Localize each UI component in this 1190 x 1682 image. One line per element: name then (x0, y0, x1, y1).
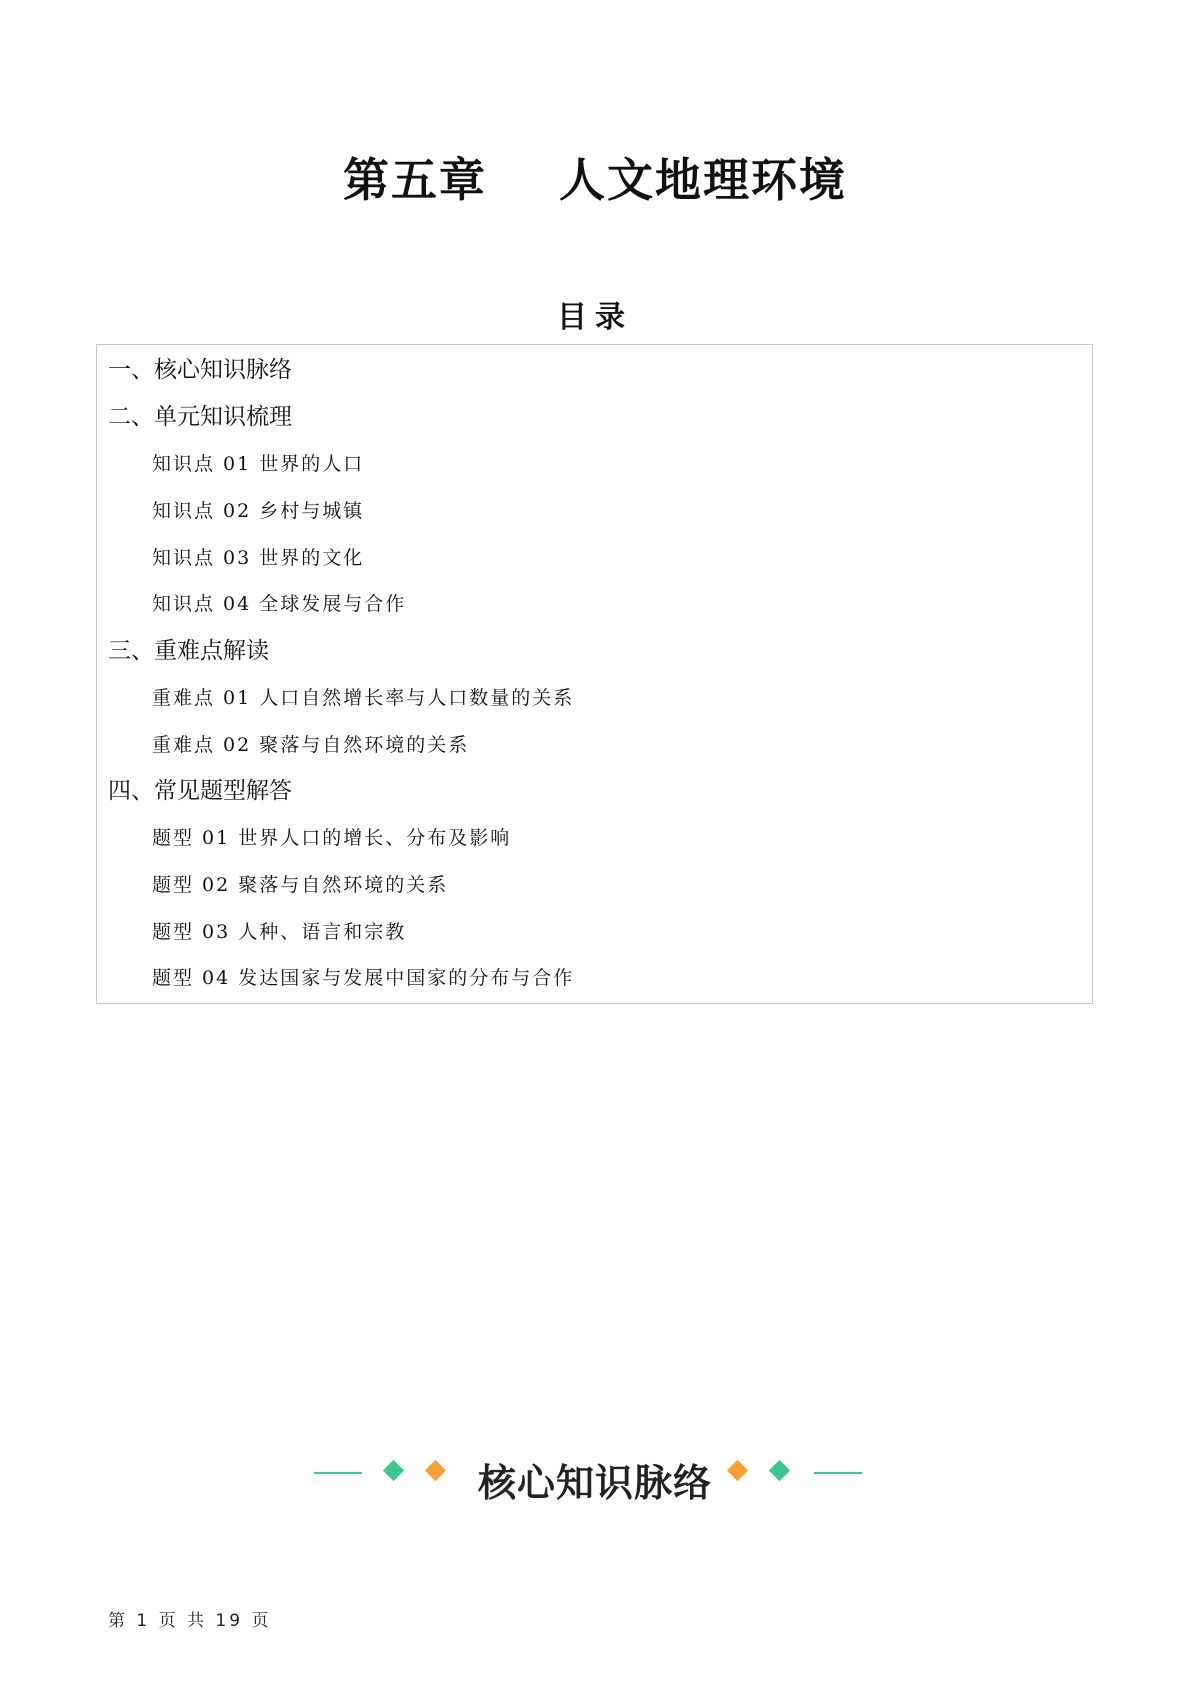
toc-item-question-type-04[interactable]: 题型 04 发达国家与发展中国家的分布与合作 (152, 967, 575, 989)
toc-item-core-knowledge[interactable]: 一、核心知识脉络 (108, 357, 292, 383)
toc-item-key-difficulties[interactable]: 三、重难点解读 (108, 638, 269, 664)
toc-item-question-type-03[interactable]: 题型 03 人种、语言和宗教 (152, 921, 407, 943)
section-banner-title: 核心知识脉络 (477, 1461, 712, 1505)
section-banner (0, 1448, 1190, 1505)
toc-item-common-questions[interactable]: 四、常见题型解答 (108, 778, 292, 804)
toc-item-difficulty-01[interactable]: 重难点 01 人口自然增长率与人口数量的关系 (152, 687, 575, 709)
toc-item-difficulty-02[interactable]: 重难点 02 聚落与自然环境的关系 (152, 734, 470, 756)
toc-heading: 目录 (557, 300, 633, 335)
toc-item-knowledge-point-01[interactable]: 知识点 01 世界的人口 (152, 453, 365, 475)
toc-item-question-type-02[interactable]: 题型 02 聚落与自然环境的关系 (152, 874, 449, 896)
toc-item-knowledge-point-03[interactable]: 知识点 03 世界的文化 (152, 547, 365, 569)
chapter-title: 第五章 人文地理环境 (342, 153, 848, 207)
toc-box (96, 344, 1093, 1004)
banner-line-right (814, 1472, 862, 1474)
toc-item-question-type-01[interactable]: 题型 01 世界人口的增长、分布及影响 (152, 827, 512, 849)
toc-item-knowledge-point-04[interactable]: 知识点 04 全球发展与合作 (152, 593, 407, 615)
page-number: 第 1 页 共 19 页 (108, 1611, 272, 1631)
toc-item-knowledge-point-02[interactable]: 知识点 02 乡村与城镇 (152, 500, 365, 522)
toc-item-unit-knowledge[interactable]: 二、单元知识梳理 (108, 404, 292, 430)
